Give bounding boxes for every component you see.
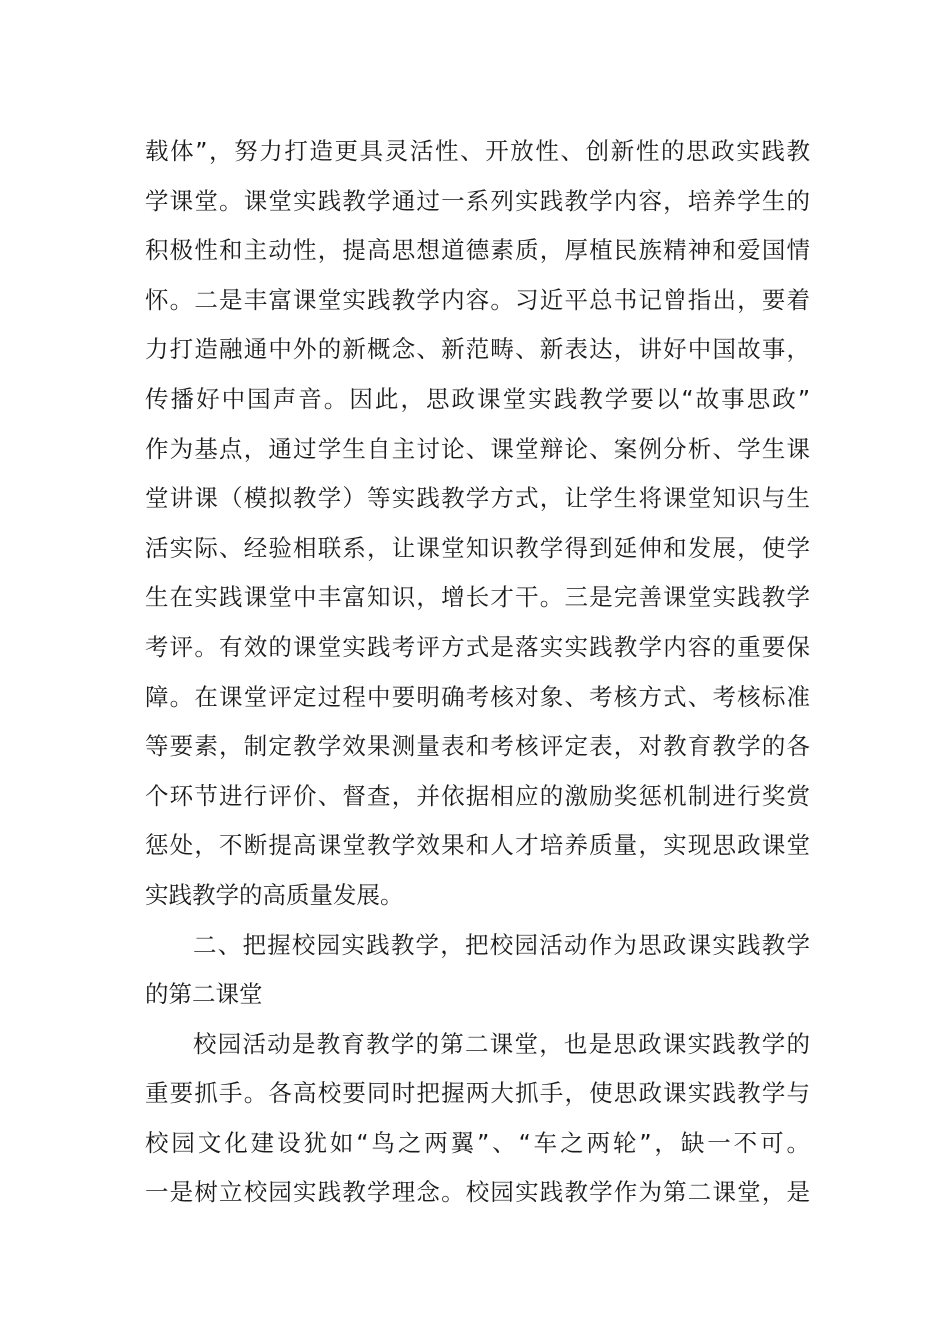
text-line: 校园文化建设犹如“鸟之两翼”、“车之两轮”，缺一不可。 [145,1128,810,1157]
text-line: 一是树立校园实践教学理念。校园实践教学作为第二课堂，是 [145,1178,810,1207]
text-line: 等要素，制定教学效果测量表和考核评定表，对教育教学的各 [145,732,810,761]
text-line: 活实际、经验相联系，让课堂知识教学得到延伸和发展，使学 [145,533,810,562]
text-line: 怀。二是丰富课堂实践教学内容。习近平总书记曾指出，要着 [145,285,810,314]
text-line: 积极性和主动性，提高思想道德素质，厚植民族精神和爱国情 [145,236,810,265]
section-heading-end-line: 的第二课堂 [145,980,263,1009]
text-line: 生在实践课堂中丰富知识，增长才干。三是完善课堂实践教学 [145,583,810,612]
text-line: 传播好中国声音。因此，思政课堂实践教学要以“故事思政” [145,384,810,413]
text-line: 载体”，努力打造更具灵活性、开放性、创新性的思政实践教 [145,137,810,165]
text-line: 堂讲课（模拟教学）等实践教学方式，让学生将课堂知识与生 [145,484,810,513]
text-line: 障。在课堂评定过程中要明确考核对象、考核方式、考核标准 [145,682,810,711]
text-line: 惩处，不断提高课堂教学效果和人才培养质量，实现思政课堂 [145,831,810,860]
text-line: 作为基点，通过学生自主讨论、课堂辩论、案例分析、学生课 [145,434,810,463]
text-line: 学课堂。课堂实践教学通过一系列实践教学内容，培养学生的 [145,186,810,215]
text-line: 个环节进行评价、督查，并依据相应的激励奖惩机制进行奖赏 [145,781,810,810]
text-line: 考评。有效的课堂实践考评方式是落实实践教学内容的重要保 [145,632,810,661]
text-line: 力打造融通中外的新概念、新范畴、新表达，讲好中国故事， [145,335,810,364]
paragraph-start-line: 校园活动是教育教学的第二课堂，也是思政课实践教学的 [193,1029,810,1058]
section-heading-line: 二、把握校园实践教学，把校园活动作为思政课实践教学 [193,930,810,959]
text-line: 重要抓手。各高校要同时把握两大抓手，使思政课实践教学与 [145,1079,810,1108]
paragraph-end-line: 实践教学的高质量发展。 [145,880,404,909]
body-text [145,127,810,1218]
